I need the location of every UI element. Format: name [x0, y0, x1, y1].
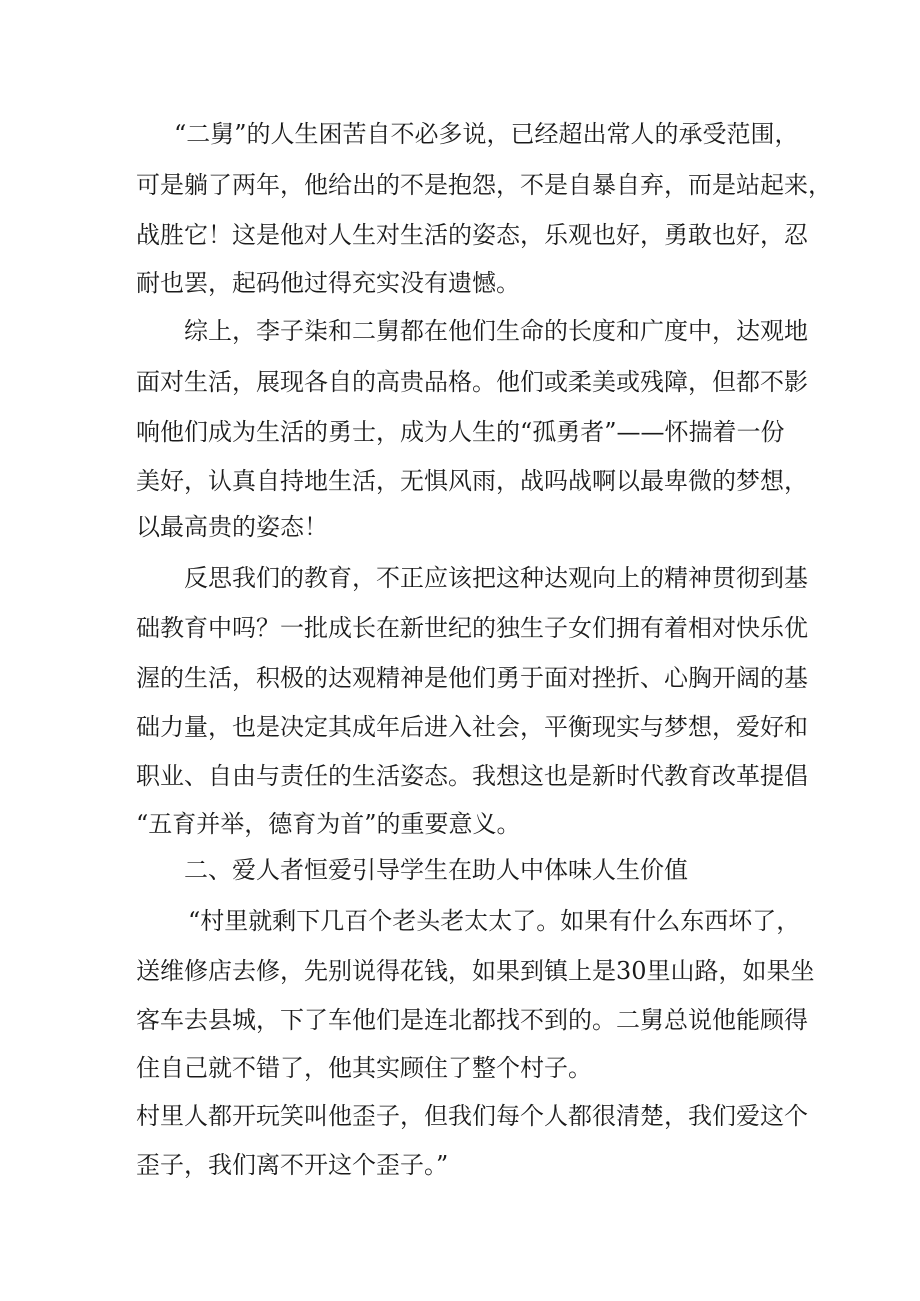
text-line: 住自己就不错了，他其实顾住了整个村子。	[136, 1054, 592, 1082]
text-line: 村里人都开玩笑叫他歪子，但我们每个人都很清楚，我们爱这个	[136, 1102, 808, 1130]
text-line: 耐也罢，起码他过得充实没有遗憾。	[136, 269, 520, 297]
text-line: 反思我们的教育，不正应该把这种达观向上的精神贯彻到基	[184, 564, 808, 592]
text-line: 础教育中吗？一批成长在新世纪的独生子女们拥有着相对快乐优	[136, 614, 808, 642]
text-line: 础力量，也是决定其成年后进入社会，平衡现实与梦想，爱好和	[136, 713, 808, 741]
text-line: 响他们成为生活的勇士，成为人生的“孤勇者”——怀揣着一份	[136, 418, 785, 446]
text-line: 以最高贵的姿态！	[136, 513, 328, 541]
text-line: “五育并举，德育为首”的重要意义。	[136, 810, 521, 838]
section-heading-text: 二、爱人者恒爱引导学生在助人中体味人生价值	[184, 856, 688, 884]
text-line: 客车去县城，下了车他们是连北都找不到的。二舅总说他能顾得	[136, 1006, 808, 1034]
text-line: “二舅”的人生困苦自不必多说，已经超出常人的承受范围，	[174, 120, 799, 148]
text-line: 战胜它！这是他对人生对生活的姿态，乐观也好，勇敢也好，忍	[136, 221, 808, 249]
text-line: 送维修店去修，先别说得花钱，如果到镇上是30里山路，如果坐	[136, 957, 815, 985]
text-line: 综上，李子柒和二舅都在他们生命的长度和广度中，达观地	[184, 317, 808, 345]
text-line: 职业、自由与责任的生活姿态。我想这也是新时代教育改革提倡	[136, 762, 808, 790]
text-line: 美好，认真自持地生活，无惧风雨，战吗战啊以最卑微的梦想，	[136, 467, 808, 495]
text-line: 渥的生活，积极的达观精神是他们勇于面对挫折、心胸开阔的基	[136, 664, 808, 692]
text-line: 可是躺了两年，他给出的不是抱怨，不是自暴自弃，而是站起来，	[136, 171, 832, 199]
text-line: “村里就剩下几百个老头老太太了。如果有什么东西坏了，	[188, 907, 801, 935]
text-line: 面对生活，展现各自的高贵品格。他们或柔美或残障，但都不影	[136, 368, 808, 396]
text-line: 歪子，我们离不开这个歪子。”	[136, 1151, 449, 1179]
